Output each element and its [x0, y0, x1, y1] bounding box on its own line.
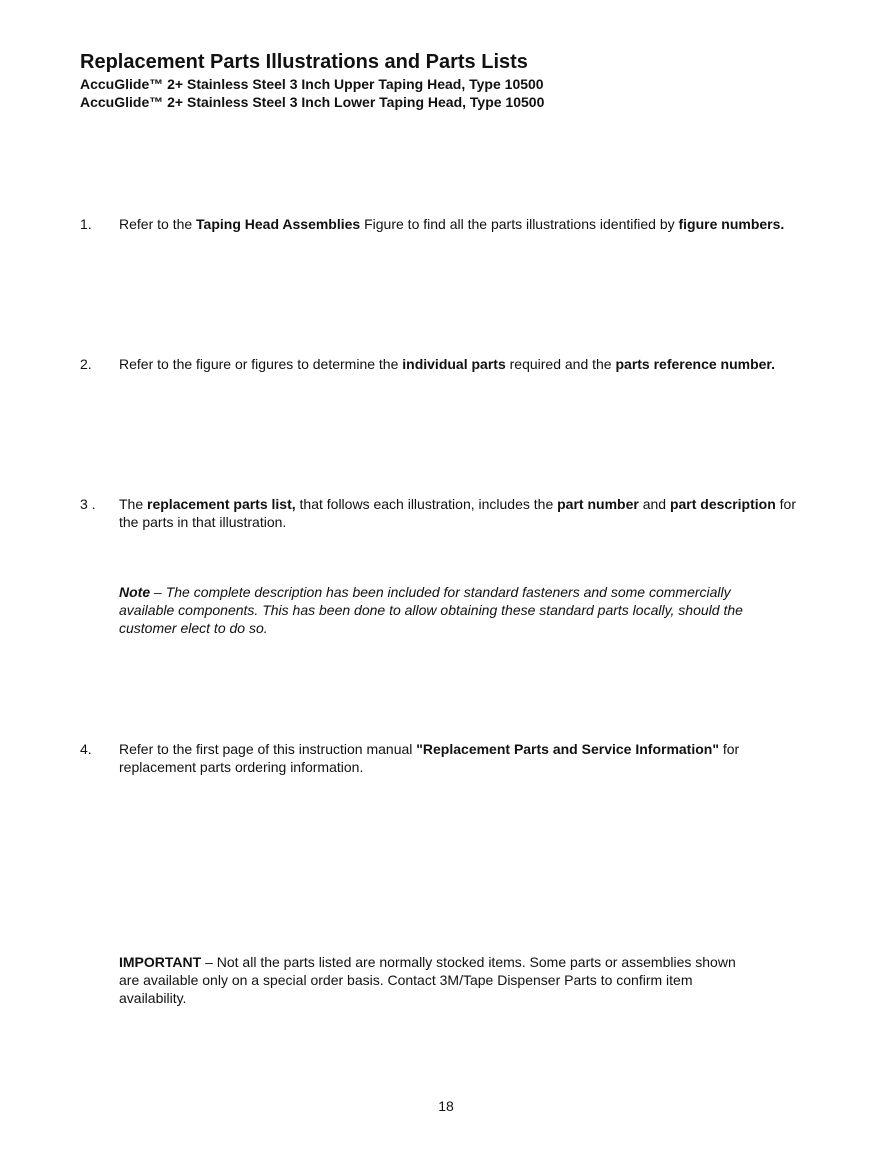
step-text-part: for replacement parts ordering information.: [119, 741, 740, 775]
step-bold-term: parts reference number.: [615, 356, 775, 372]
step-text-part: required and the: [505, 356, 616, 372]
important-label: IMPORTANT: [119, 954, 202, 970]
step-text-part: Refer to the figure or figures to determine the: [119, 356, 403, 372]
step-number: 2.: [80, 356, 92, 372]
step-text-part: The: [119, 496, 148, 512]
step-bold-term: replacement parts list,: [147, 496, 296, 512]
page-title: Replacement Parts Illustrations and Parts Lists: [80, 51, 528, 73]
step-bold-term: part description: [669, 496, 776, 512]
note-text: – The complete description has been included for standard fasteners and some commercially available components. This has been done to allow obtaining these standard parts locally, should the customer elect to do so.: [119, 584, 743, 636]
subtitle-upper-taping-head: AccuGlide™ 2+ Stainless Steel 3 Inch Upper Taping Head, Type 10500: [80, 76, 544, 92]
step-text: [119, 740, 819, 776]
step-number: 1.: [80, 216, 92, 232]
important-notice: [119, 953, 749, 1007]
step-text-part: for the parts in that illustration.: [119, 496, 796, 530]
note-paragraph: [119, 583, 779, 637]
step-bold-term: part number: [557, 496, 639, 512]
step-text-part: and: [638, 496, 670, 512]
step-text-part: that follows each illustration, includes the: [295, 496, 558, 512]
step-bold-term: "Replacement Parts and Service Information": [416, 741, 719, 757]
note-label: Note: [119, 584, 151, 600]
step-bold-term: individual parts: [402, 356, 506, 372]
subtitle-lower-taping-head: AccuGlide™ 2+ Stainless Steel 3 Inch Lower Taping Head, Type 10500: [80, 94, 545, 110]
step-bold-term: Taping Head Assemblies: [196, 216, 361, 232]
step-number: 4.: [80, 741, 92, 757]
step-text: [119, 355, 819, 373]
page-number: 18: [438, 1098, 454, 1114]
step-bold-term: figure numbers.: [678, 216, 785, 232]
step-text-part: Refer to the first page of this instruction manual: [119, 741, 417, 757]
important-text: – Not all the parts listed are normally stocked items. Some parts or assemblies shown are available only on a special order basis. Contact 3M/Tape Dispenser Parts to confirm item availability.: [119, 954, 736, 1006]
step-text-part: Figure to find all the parts illustrations identified by: [360, 216, 679, 232]
step-number: 3 .: [80, 496, 96, 512]
step-text-part: Refer to the: [119, 216, 197, 232]
step-text: [119, 215, 819, 233]
step-text: [119, 495, 819, 531]
